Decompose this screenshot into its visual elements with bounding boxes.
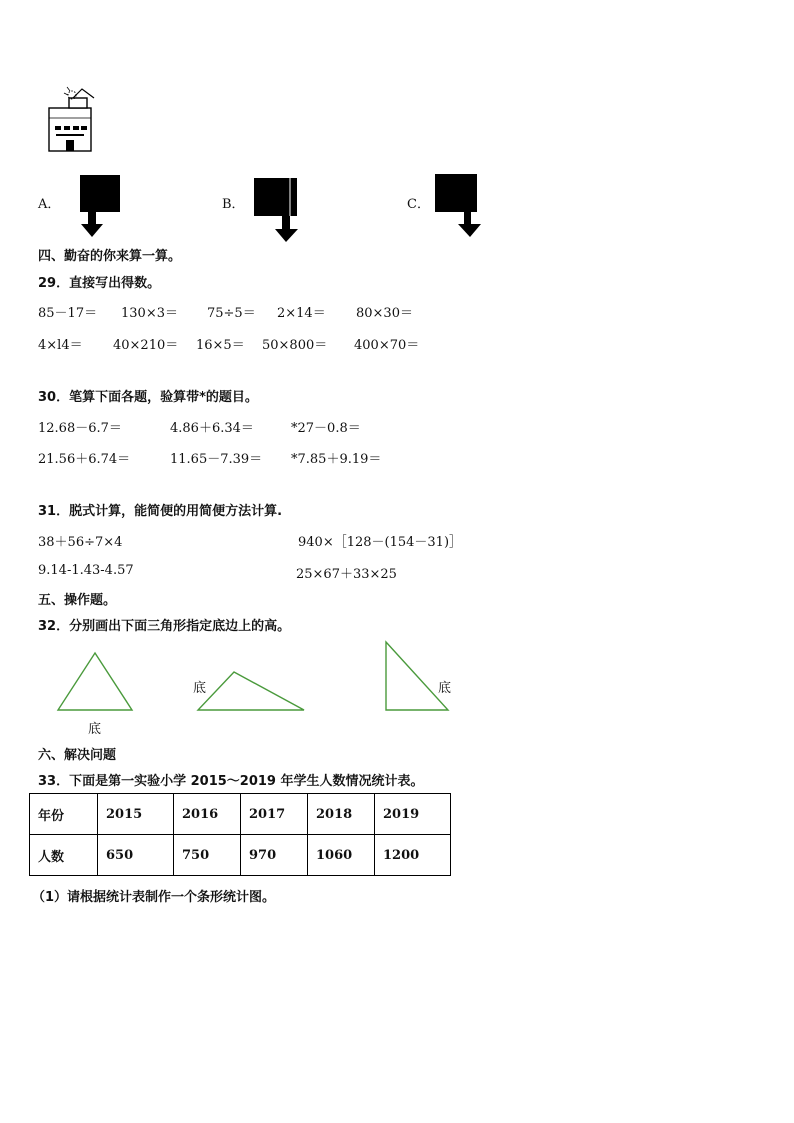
section4-heading: 四、勤奋的你来算一算。: [38, 249, 182, 264]
table-header-cell: 2015: [98, 794, 174, 835]
q32-prompt: 32．分别画出下面三角形指定底边上的高。: [38, 619, 291, 634]
triangle-2[interactable]: [194, 668, 308, 714]
triangle-2-base-label: 底: [193, 681, 207, 696]
q31-item: 25×67＋33×25: [296, 567, 397, 582]
q29-item: 2×14＝: [277, 306, 326, 321]
q29-item: 130×3＝: [121, 306, 178, 321]
q30-item: 11.65－7.39＝: [170, 452, 263, 467]
student-count-table: [29, 793, 451, 876]
table-cell: 650: [98, 835, 174, 876]
table-header-cell: 2019: [375, 794, 451, 835]
q29-item: 40×210＝: [113, 338, 179, 353]
triangle-1-base-label: 底: [88, 722, 102, 737]
q29-item: 16×5＝: [196, 338, 245, 353]
q31-item: 940×［128－(154－31)］: [298, 535, 463, 550]
table-header-cell: 2016: [174, 794, 241, 835]
table-cell: 970: [241, 835, 308, 876]
table-row: [30, 835, 451, 876]
q29-item: 50×800＝: [262, 338, 328, 353]
table-header-cell: 2018: [308, 794, 375, 835]
section6-heading: 六、解决问题: [38, 748, 117, 763]
option-b-label: B．: [222, 197, 245, 212]
q30-item: 12.68－6.7＝: [38, 421, 122, 436]
option-c-label: C．: [407, 197, 430, 212]
q29-item: 75÷5＝: [207, 306, 256, 321]
q30-prompt: 30．笔算下面各题，验算带*的题目。: [38, 390, 258, 405]
section5-heading: 五、操作题。: [38, 593, 117, 608]
q33-sub1: （1）请根据统计表制作一个条形统计图。: [32, 890, 276, 905]
option-c-shape[interactable]: [433, 173, 485, 239]
option-a-shape[interactable]: [78, 174, 122, 238]
triangle-3-base-label: 底: [438, 681, 452, 696]
triangle-3[interactable]: [382, 638, 452, 714]
q29-item: 85－17＝: [38, 306, 98, 321]
q29-item: 4×l4＝: [38, 338, 83, 353]
option-a-label: A．: [38, 197, 61, 212]
q29-prompt: 29．直接写出得数。: [38, 276, 161, 291]
q29-item: 400×70＝: [354, 338, 420, 353]
q30-item: *7.85＋9.19＝: [291, 452, 382, 467]
table-cell: 1200: [375, 835, 451, 876]
q30-item: 4.86＋6.34＝: [170, 421, 254, 436]
table-header-cell: 2017: [241, 794, 308, 835]
q30-item: 21.56＋6.74＝: [38, 452, 131, 467]
option-b-shape[interactable]: [252, 177, 302, 243]
building-icon: [44, 82, 100, 154]
q31-item: 38＋56÷7×4: [38, 535, 123, 550]
triangle-1[interactable]: [52, 650, 138, 714]
table-row: [30, 794, 451, 835]
table-header-cell: 年份: [30, 794, 98, 835]
q33-prompt: 33．下面是第一实验小学 2015～2019 年学生人数情况统计表。: [38, 774, 424, 789]
table-cell: 人数: [30, 835, 98, 876]
table-cell: 1060: [308, 835, 375, 876]
q29-item: 80×30＝: [356, 306, 413, 321]
q31-item: 9.14-1.43-4.57: [38, 563, 134, 578]
table-cell: 750: [174, 835, 241, 876]
q30-item: *27－0.8＝: [291, 421, 361, 436]
q31-prompt: 31．脱式计算，能简便的用简便方法计算.: [38, 504, 283, 519]
